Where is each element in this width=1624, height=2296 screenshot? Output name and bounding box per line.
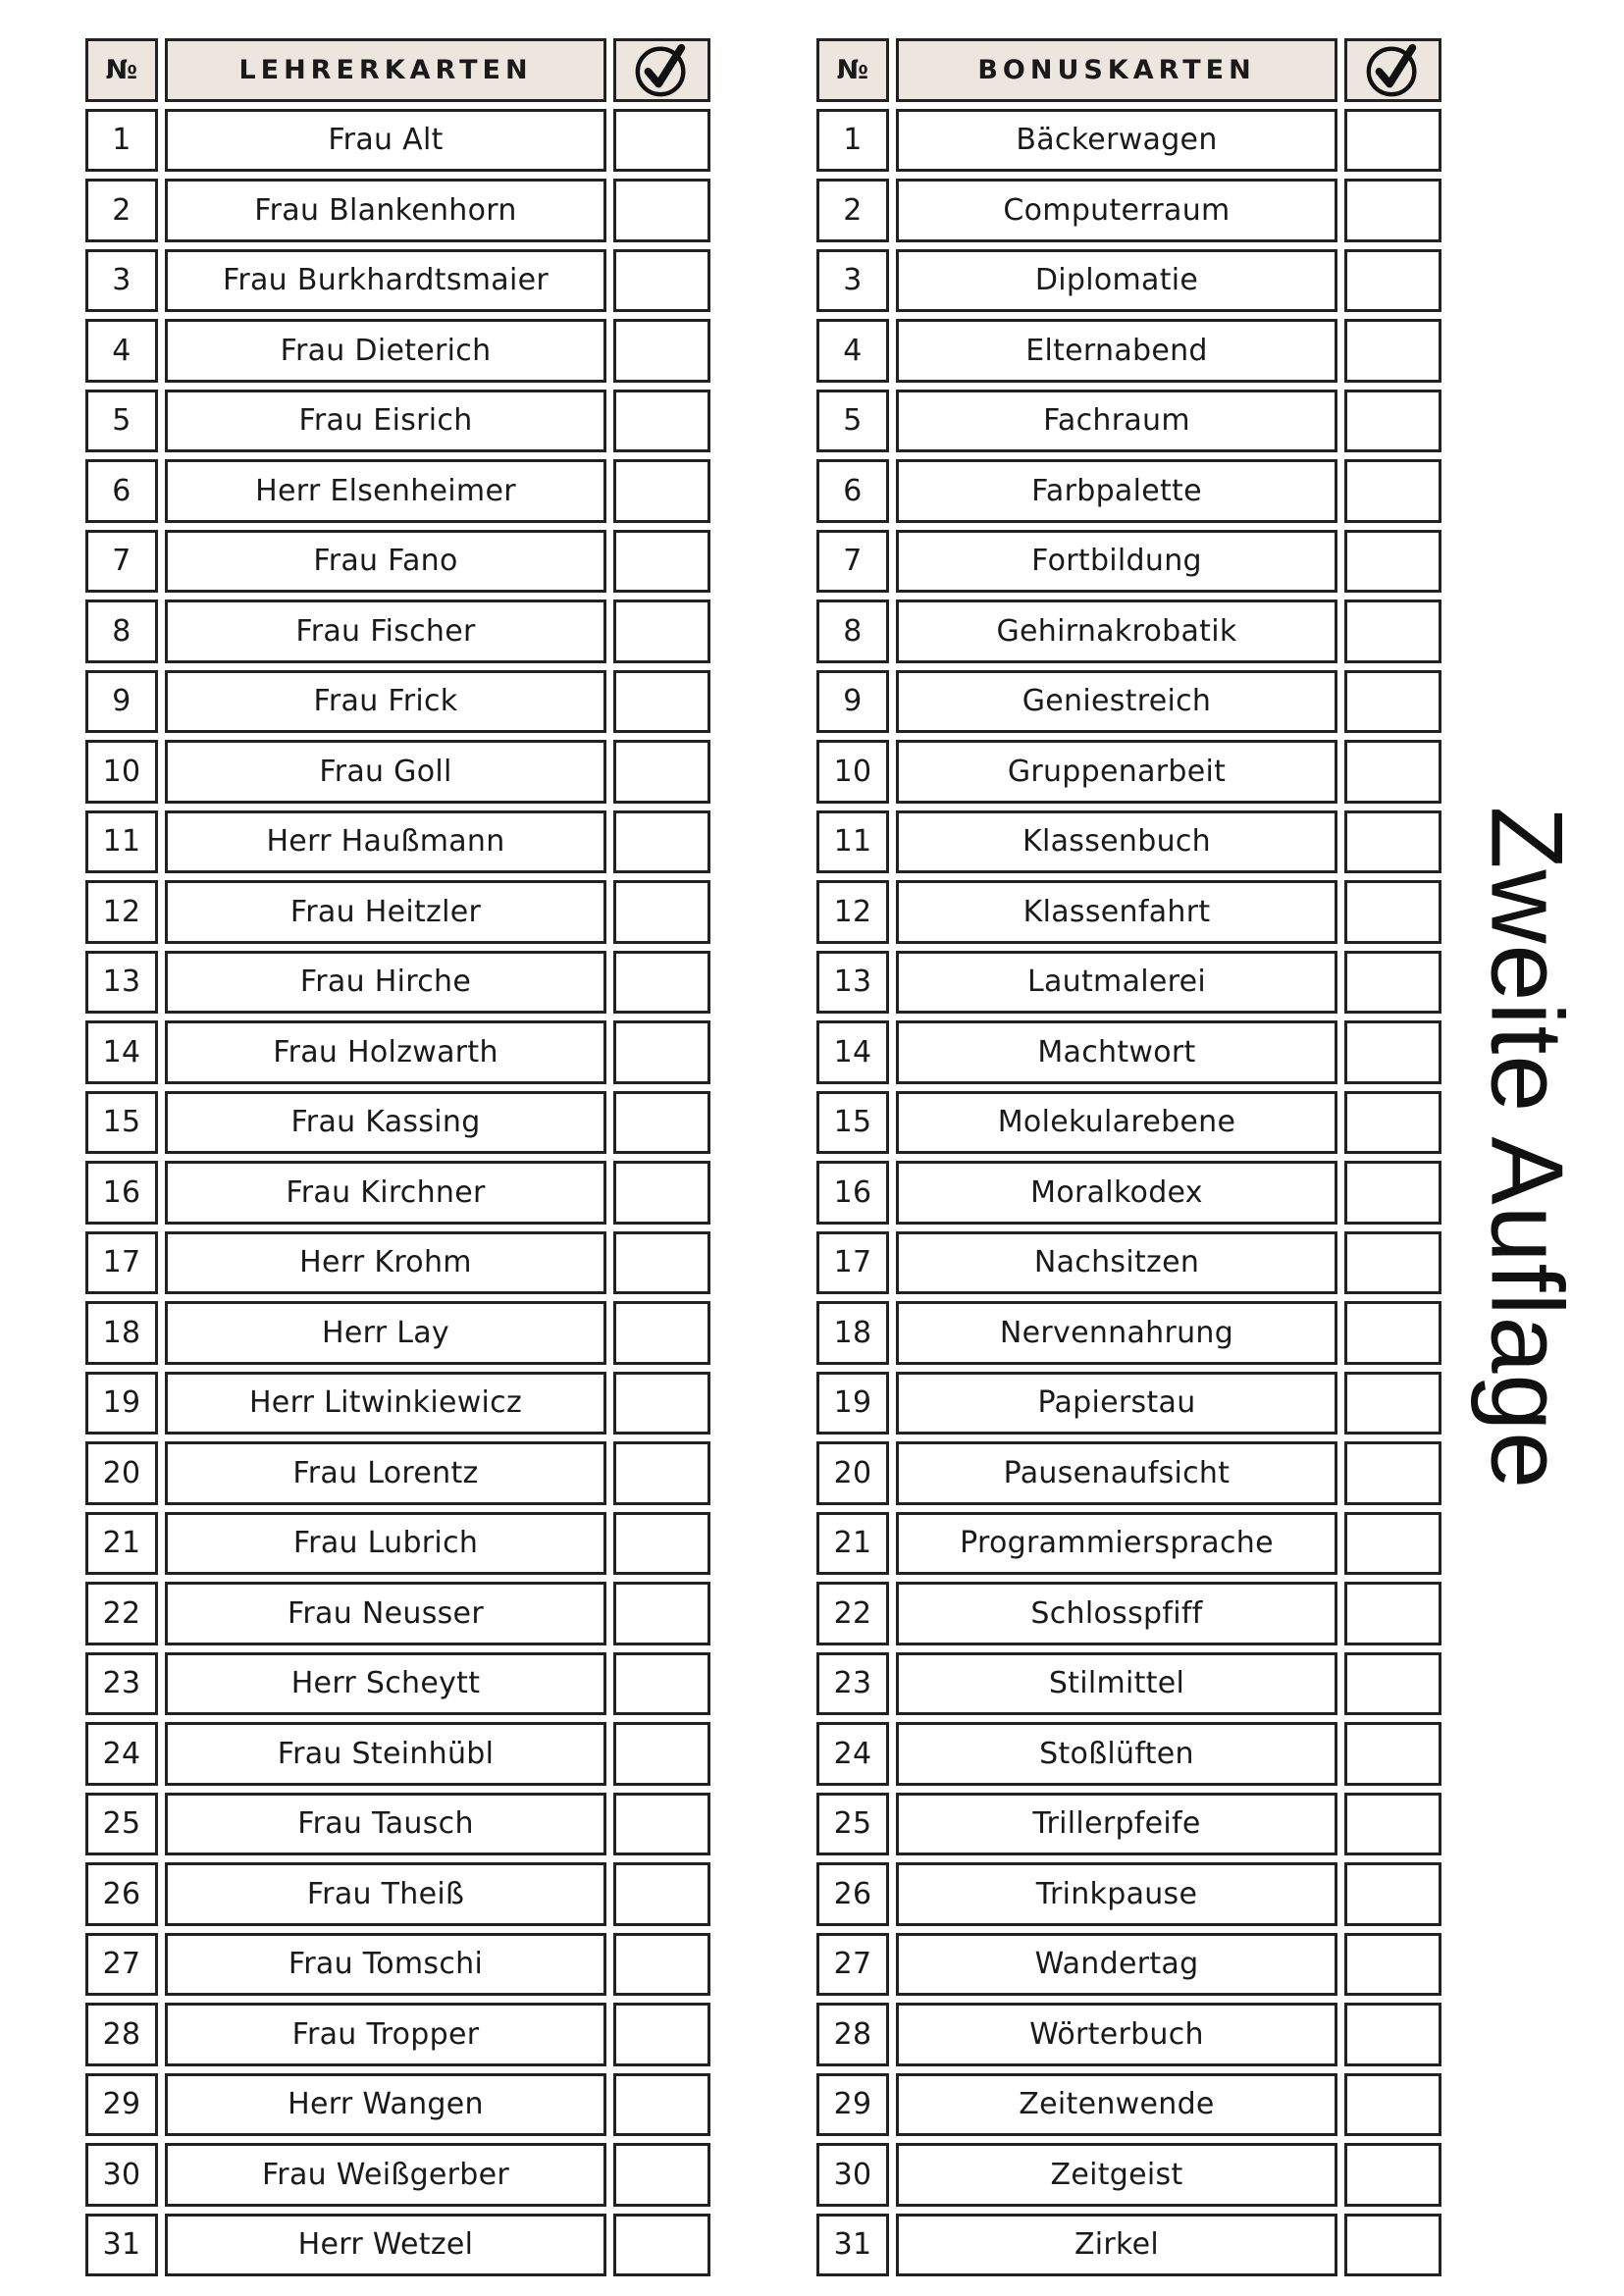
table-row	[85, 2143, 710, 2207]
card-name: Computerraum	[896, 179, 1337, 242]
card-name: Herr Elsenheimer	[165, 459, 606, 523]
row-number: 14	[816, 1020, 889, 1084]
table-row	[85, 1020, 710, 1084]
table-title: LEHRERKARTEN	[165, 38, 606, 102]
card-name: Wörterbuch	[896, 2003, 1337, 2066]
row-number: 8	[85, 600, 158, 663]
table-row	[816, 530, 1441, 594]
card-name: Bäckerwagen	[896, 109, 1337, 173]
checkbox[interactable]	[1344, 1372, 1441, 1435]
row-number: 24	[816, 1722, 889, 1786]
table-row	[816, 1862, 1441, 1926]
checkbox[interactable]	[1344, 951, 1441, 1015]
row-number: 30	[85, 2143, 158, 2207]
checkbox[interactable]	[1344, 1933, 1441, 1997]
checkbox[interactable]	[613, 2214, 710, 2277]
card-name: Frau Dieterich	[165, 319, 606, 383]
card-name: Frau Blankenhorn	[165, 179, 606, 242]
table-row	[816, 880, 1441, 944]
checkbox[interactable]	[1344, 740, 1441, 804]
table-row	[85, 1091, 710, 1155]
checkbox[interactable]	[1344, 459, 1441, 523]
checkbox[interactable]	[1344, 2003, 1441, 2066]
card-name: Herr Scheytt	[165, 1652, 606, 1716]
table-row	[816, 1301, 1441, 1365]
row-number: 2	[85, 179, 158, 242]
card-name: Frau Kirchner	[165, 1161, 606, 1225]
checkbox[interactable]	[1344, 880, 1441, 944]
card-name: Stilmittel	[896, 1652, 1337, 1716]
row-number: 30	[816, 2143, 889, 2207]
row-number: 25	[816, 1793, 889, 1856]
row-number: 27	[816, 1933, 889, 1997]
table-row	[816, 1652, 1441, 1716]
card-name: Papierstau	[896, 1372, 1337, 1435]
checkbox[interactable]	[613, 1231, 710, 1295]
card-name: Moralkodex	[896, 1161, 1337, 1225]
checkbox[interactable]	[1344, 1862, 1441, 1926]
card-name: Herr Wetzel	[165, 2214, 606, 2277]
checkbox[interactable]	[613, 1862, 710, 1926]
table-title: BONUSKARTEN	[896, 38, 1337, 102]
card-name: Frau Heitzler	[165, 880, 606, 944]
checkbox[interactable]	[1344, 810, 1441, 874]
table-row	[85, 1372, 710, 1435]
card-name: Schlosspfiff	[896, 1582, 1337, 1645]
checkbox[interactable]	[1344, 319, 1441, 383]
table-row	[85, 1862, 710, 1926]
checkbox[interactable]	[1344, 670, 1441, 734]
checkbox[interactable]	[1344, 1722, 1441, 1786]
row-number: 20	[816, 1441, 889, 1505]
row-number: 21	[85, 1512, 158, 1576]
checkbox[interactable]	[1344, 2073, 1441, 2137]
checkbox[interactable]	[613, 530, 710, 594]
table-row	[816, 319, 1441, 383]
checkbox[interactable]	[1344, 1582, 1441, 1645]
card-name: Frau Burkhardtsmaier	[165, 249, 606, 313]
card-name: Klassenbuch	[896, 810, 1337, 874]
card-name: Herr Lay	[165, 1301, 606, 1365]
row-number: 22	[816, 1582, 889, 1645]
table-row	[85, 249, 710, 313]
table-header	[816, 38, 1441, 102]
table-row	[85, 1231, 710, 1295]
row-number: 26	[816, 1862, 889, 1926]
check-circle-icon	[1363, 39, 1424, 100]
row-number: 16	[816, 1161, 889, 1225]
row-number: 12	[85, 880, 158, 944]
row-number: 14	[85, 1020, 158, 1084]
row-number: 1	[85, 109, 158, 173]
card-name: Pausenaufsicht	[896, 1441, 1337, 1505]
card-name: Lautmalerei	[896, 951, 1337, 1015]
table-row	[816, 1161, 1441, 1225]
card-name: Frau Fischer	[165, 600, 606, 663]
row-number: 9	[85, 670, 158, 734]
card-name: Zirkel	[896, 2214, 1337, 2277]
checkbox[interactable]	[1344, 530, 1441, 594]
checkbox[interactable]	[1344, 390, 1441, 453]
row-number: 15	[85, 1091, 158, 1155]
checkbox[interactable]	[613, 1582, 710, 1645]
table-row	[85, 1582, 710, 1645]
checkbox[interactable]	[1344, 600, 1441, 663]
checkbox[interactable]	[613, 459, 710, 523]
table-row	[85, 109, 710, 173]
checkbox[interactable]	[1344, 1441, 1441, 1505]
row-number: 11	[85, 810, 158, 874]
row-number: 6	[816, 459, 889, 523]
checkbox[interactable]	[1344, 109, 1441, 173]
row-number: 13	[85, 951, 158, 1015]
table-row	[816, 390, 1441, 453]
card-name: Frau Kassing	[165, 1091, 606, 1155]
checkbox[interactable]	[1344, 179, 1441, 242]
card-name: Frau Weißgerber	[165, 2143, 606, 2207]
table-row	[816, 2214, 1441, 2277]
checkbox[interactable]	[613, 951, 710, 1015]
table-row	[85, 459, 710, 523]
checkbox[interactable]	[613, 249, 710, 313]
table-row	[85, 1722, 710, 1786]
checkbox[interactable]	[1344, 2214, 1441, 2277]
row-number: 2	[816, 179, 889, 242]
table-row	[85, 951, 710, 1015]
bonuskarten-checklist	[816, 38, 1441, 2283]
card-name: Herr Haußmann	[165, 810, 606, 874]
card-name: Frau Fano	[165, 530, 606, 594]
table-row	[816, 810, 1441, 874]
row-number: 31	[85, 2214, 158, 2277]
card-name: Frau Goll	[165, 740, 606, 804]
table-row	[85, 1441, 710, 1505]
row-number: 16	[85, 1161, 158, 1225]
table-row	[85, 600, 710, 663]
row-number: 15	[816, 1091, 889, 1155]
card-name: Herr Krohm	[165, 1231, 606, 1295]
table-header	[85, 38, 710, 102]
checkbox[interactable]	[613, 1372, 710, 1435]
row-number: 26	[85, 1862, 158, 1926]
checkbox[interactable]	[613, 810, 710, 874]
row-number: 17	[816, 1231, 889, 1295]
checkbox[interactable]	[613, 740, 710, 804]
checkbox[interactable]	[1344, 1231, 1441, 1295]
table-row	[85, 319, 710, 383]
table-row	[816, 2143, 1441, 2207]
row-number: 22	[85, 1582, 158, 1645]
checkbox[interactable]	[1344, 1161, 1441, 1225]
checkbox[interactable]	[613, 1652, 710, 1716]
row-number: 9	[816, 670, 889, 734]
card-name: Geniestreich	[896, 670, 1337, 734]
row-number: 4	[85, 319, 158, 383]
card-name: Frau Lorentz	[165, 1441, 606, 1505]
table-row	[816, 1582, 1441, 1645]
row-number: 3	[816, 249, 889, 313]
checkbox[interactable]	[613, 179, 710, 242]
number-column-header: №	[85, 38, 158, 102]
row-number: 25	[85, 1793, 158, 1856]
row-number: 19	[816, 1372, 889, 1435]
card-name: Frau Theiß	[165, 1862, 606, 1926]
card-name: Trillerpfeife	[896, 1793, 1337, 1856]
card-name: Frau Neusser	[165, 1582, 606, 1645]
checkbox[interactable]	[1344, 1652, 1441, 1716]
table-row	[816, 740, 1441, 804]
checkbox[interactable]	[613, 390, 710, 453]
row-number: 24	[85, 1722, 158, 1786]
table-row	[816, 1020, 1441, 1084]
row-number: 10	[816, 740, 889, 804]
card-name: Klassenfahrt	[896, 880, 1337, 944]
card-name: Zeitenwende	[896, 2073, 1337, 2137]
table-row	[85, 2073, 710, 2137]
table-row	[85, 670, 710, 734]
number-column-header: №	[816, 38, 889, 102]
table-row	[816, 1722, 1441, 1786]
card-name: Stoßlüften	[896, 1722, 1337, 1786]
checkbox[interactable]	[613, 319, 710, 383]
row-number: 28	[816, 2003, 889, 2066]
row-number: 8	[816, 600, 889, 663]
card-name: Molekularebene	[896, 1091, 1337, 1155]
table-row	[85, 1793, 710, 1856]
card-name: Elternabend	[896, 319, 1337, 383]
card-name: Frau Tausch	[165, 1793, 606, 1856]
card-name: Frau Tomschi	[165, 1933, 606, 1997]
row-number: 27	[85, 1933, 158, 1997]
row-number: 5	[85, 390, 158, 453]
table-row	[816, 179, 1441, 242]
card-name: Herr Litwinkiewicz	[165, 1372, 606, 1435]
row-number: 4	[816, 319, 889, 383]
checkbox[interactable]	[613, 1512, 710, 1576]
checkbox[interactable]	[613, 109, 710, 173]
row-number: 1	[816, 109, 889, 173]
row-number: 6	[85, 459, 158, 523]
checkbox[interactable]	[1344, 1793, 1441, 1856]
checkbox[interactable]	[613, 2003, 710, 2066]
card-name: Trinkpause	[896, 1862, 1337, 1926]
row-number: 5	[816, 390, 889, 453]
row-number: 23	[85, 1652, 158, 1716]
check-column-header	[613, 38, 710, 102]
card-name: Frau Lubrich	[165, 1512, 606, 1576]
checkbox[interactable]	[1344, 1301, 1441, 1365]
table-row	[816, 109, 1441, 173]
checkbox[interactable]	[613, 1301, 710, 1365]
row-number: 12	[816, 880, 889, 944]
card-name: Diplomatie	[896, 249, 1337, 313]
card-name: Frau Steinhübl	[165, 1722, 606, 1786]
card-name: Fortbildung	[896, 530, 1337, 594]
table-row	[85, 1512, 710, 1576]
card-name: Machtwort	[896, 1020, 1337, 1084]
table-row	[816, 600, 1441, 663]
card-name: Nervennahrung	[896, 1301, 1337, 1365]
card-name: Wandertag	[896, 1933, 1337, 1997]
row-number: 18	[85, 1301, 158, 1365]
row-number: 21	[816, 1512, 889, 1576]
row-number: 7	[816, 530, 889, 594]
row-number: 17	[85, 1231, 158, 1295]
checkbox[interactable]	[1344, 2143, 1441, 2207]
checkbox[interactable]	[1344, 1020, 1441, 1084]
checkbox[interactable]	[1344, 1512, 1441, 1576]
table-row	[85, 530, 710, 594]
table-row	[85, 1652, 710, 1716]
row-number: 23	[816, 1652, 889, 1716]
card-name: Frau Eisrich	[165, 390, 606, 453]
table-row	[816, 1441, 1441, 1505]
table-row	[816, 2003, 1441, 2066]
card-name: Frau Holzwarth	[165, 1020, 606, 1084]
card-name: Gehirnakrobatik	[896, 600, 1337, 663]
side-title: Zweite Auflage	[1469, 806, 1584, 1490]
table-row	[816, 249, 1441, 313]
card-name: Farbpalette	[896, 459, 1337, 523]
checkbox[interactable]	[613, 1722, 710, 1786]
card-name: Nachsitzen	[896, 1231, 1337, 1295]
table-row	[816, 1933, 1441, 1997]
check-column-header	[1344, 38, 1441, 102]
table-row	[85, 740, 710, 804]
table-row	[85, 2003, 710, 2066]
table-row	[816, 951, 1441, 1015]
row-number: 7	[85, 530, 158, 594]
card-name: Frau Tropper	[165, 2003, 606, 2066]
checkbox[interactable]	[613, 670, 710, 734]
table-row	[816, 1793, 1441, 1856]
row-number: 10	[85, 740, 158, 804]
row-number: 29	[816, 2073, 889, 2137]
row-number: 29	[85, 2073, 158, 2137]
table-row	[816, 1512, 1441, 1576]
row-number: 3	[85, 249, 158, 313]
checkbox[interactable]	[613, 1441, 710, 1505]
table-row	[816, 1231, 1441, 1295]
table-row	[85, 179, 710, 242]
checkbox[interactable]	[613, 2143, 710, 2207]
card-name: Frau Hirche	[165, 951, 606, 1015]
checkbox[interactable]	[613, 1793, 710, 1856]
checkbox[interactable]	[613, 600, 710, 663]
row-number: 13	[816, 951, 889, 1015]
card-name: Fachraum	[896, 390, 1337, 453]
checkbox[interactable]	[613, 1161, 710, 1225]
checkbox[interactable]	[613, 1933, 710, 1997]
table-row	[85, 880, 710, 944]
table-row	[85, 1301, 710, 1365]
table-row	[816, 670, 1441, 734]
row-number: 31	[816, 2214, 889, 2277]
card-name: Frau Frick	[165, 670, 606, 734]
table-row	[816, 459, 1441, 523]
table-row	[85, 2214, 710, 2277]
checkbox[interactable]	[613, 1020, 710, 1084]
table-row	[85, 810, 710, 874]
check-circle-icon	[632, 39, 693, 100]
row-number: 18	[816, 1301, 889, 1365]
checkbox[interactable]	[1344, 249, 1441, 313]
card-name: Frau Alt	[165, 109, 606, 173]
table-row	[85, 390, 710, 453]
table-row	[816, 1091, 1441, 1155]
checkbox[interactable]	[613, 880, 710, 944]
card-name: Herr Wangen	[165, 2073, 606, 2137]
table-row	[816, 2073, 1441, 2137]
card-name: Zeitgeist	[896, 2143, 1337, 2207]
checkbox[interactable]	[1344, 1091, 1441, 1155]
card-name: Programmiersprache	[896, 1512, 1337, 1576]
row-number: 28	[85, 2003, 158, 2066]
row-number: 20	[85, 1441, 158, 1505]
lehrerkarten-checklist	[85, 38, 710, 2283]
row-number: 19	[85, 1372, 158, 1435]
table-row	[85, 1933, 710, 1997]
row-number: 11	[816, 810, 889, 874]
card-name: Gruppenarbeit	[896, 740, 1337, 804]
checkbox[interactable]	[613, 1091, 710, 1155]
checkbox[interactable]	[613, 2073, 710, 2137]
table-row	[816, 1372, 1441, 1435]
table-row	[85, 1161, 710, 1225]
